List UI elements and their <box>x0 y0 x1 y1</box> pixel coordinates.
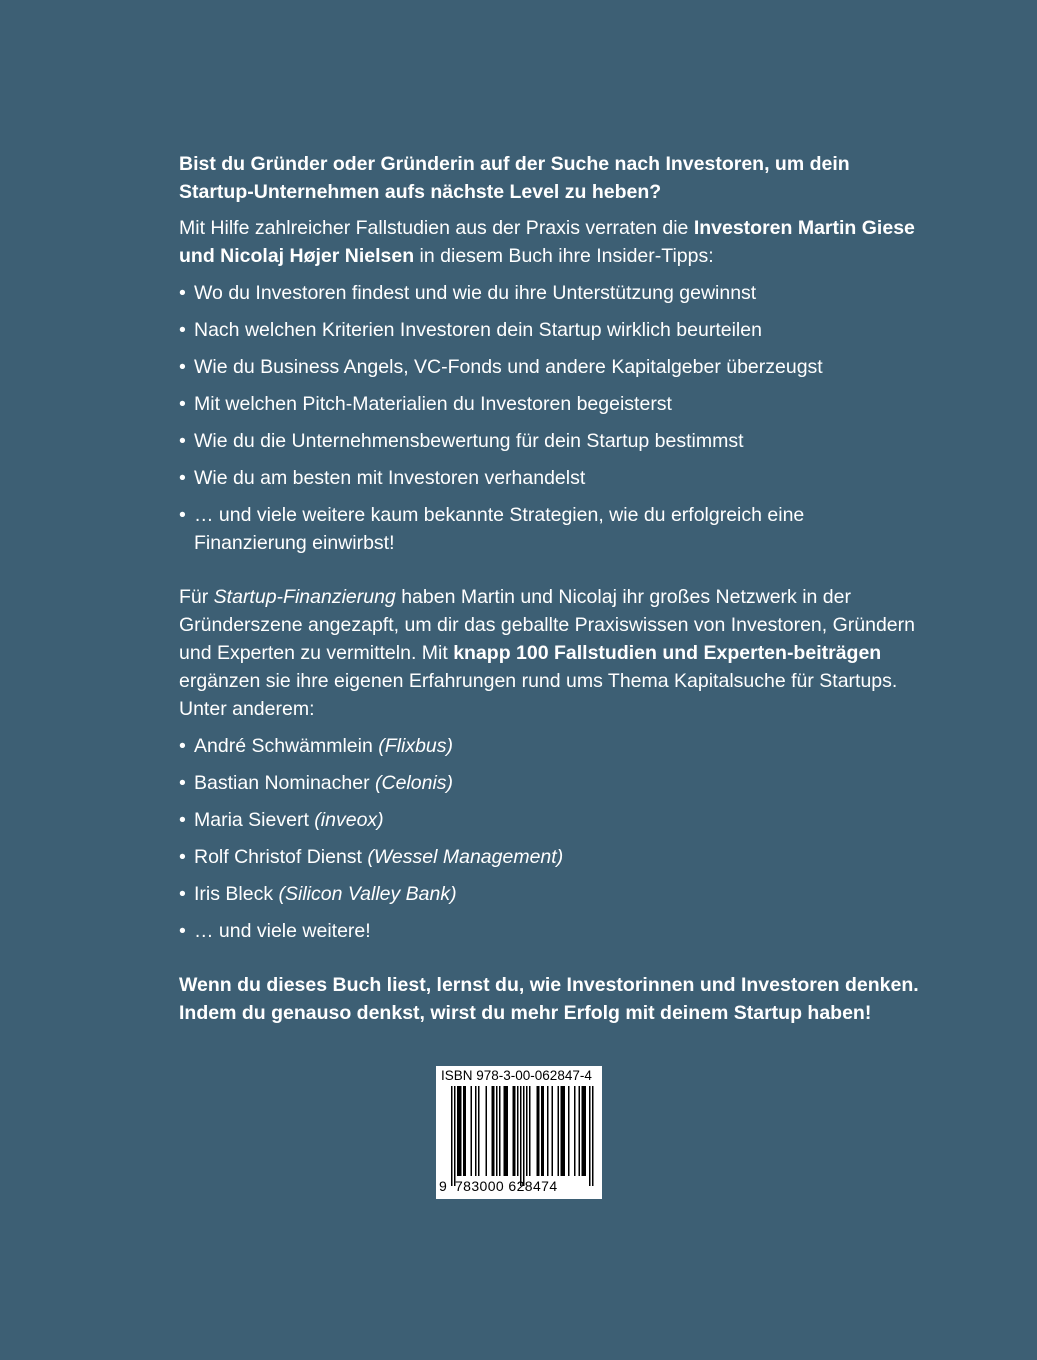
contributor-name: Rolf Christof Dienst <box>194 846 368 868</box>
tip-text: … und viele weitere kaum bekannte Strategien, wie du erfolgreich eine Finanzierung einwirbst! <box>194 504 805 554</box>
network-paragraph <box>179 583 919 723</box>
contributor-name: Maria Sievert <box>194 809 315 831</box>
barcode-bar <box>496 1086 498 1176</box>
list-item <box>179 464 919 492</box>
contributor-company: (Flixbus) <box>378 735 454 757</box>
bullet-icon: • <box>179 319 186 341</box>
bullet-icon: • <box>179 772 186 794</box>
barcode-bar <box>471 1086 473 1176</box>
tip-text: Wie du Business Angels, VC-Fonds und andere Kapitalgeber überzeugst <box>194 356 823 378</box>
barcode-bar <box>538 1086 540 1176</box>
barcode-bar <box>499 1086 501 1176</box>
barcode-bar <box>459 1086 461 1176</box>
barcode-bar <box>552 1086 554 1176</box>
tip-text: Wie du am besten mit Investoren verhandelst <box>194 467 586 489</box>
barcode-bar <box>475 1086 477 1176</box>
list-item <box>179 390 919 418</box>
intro-authors: Investoren Martin Giese und Nicolaj Højer Nielsen <box>179 217 915 267</box>
barcode-bar <box>520 1086 522 1186</box>
barcode-bar <box>561 1086 563 1176</box>
intro-text-after: in diesem Buch ihre Insider-Tipps: <box>414 245 714 267</box>
contributor-company: (inveox) <box>314 809 384 831</box>
list-item <box>179 316 919 344</box>
contributor-company: (Wessel Management) <box>367 846 564 868</box>
barcode-bar <box>504 1086 506 1176</box>
list-item <box>179 501 919 557</box>
intro-text-before: Mit Hilfe zahlreicher Fallstudien aus der Praxis verraten die <box>179 217 694 239</box>
list-item <box>179 732 919 760</box>
barcode-bar <box>478 1086 480 1176</box>
tip-text: Nach welchen Kriterien Investoren dein Startup wirklich beurteilen <box>194 319 762 341</box>
intro-paragraph <box>179 214 919 270</box>
barcode-bar <box>585 1086 587 1176</box>
contributor-name: André Schwämmlein <box>194 735 379 757</box>
bullet-icon: • <box>179 809 186 831</box>
tips-list <box>179 279 919 557</box>
bullet-icon: • <box>179 356 186 378</box>
barcode-bar <box>523 1086 525 1186</box>
barcode-bar <box>526 1086 528 1176</box>
closing-statement: Wenn du dieses Buch liest, lernst du, wie Investorinnen und Investoren denken. Indem du genauso denkst, wirst du mehr Erfolg mit deinem Startup haben! <box>179 974 919 1024</box>
bullet-icon: • <box>179 846 186 868</box>
contributor-company: (Celonis) <box>375 772 454 794</box>
barcode-bar <box>582 1086 584 1176</box>
contributors-list <box>179 732 919 945</box>
bullet-icon: • <box>179 883 186 905</box>
contributor-name: Bastian Nominacher <box>194 772 376 794</box>
bullet-icon: • <box>179 920 186 942</box>
list-item <box>179 353 919 381</box>
barcode-bar <box>454 1086 456 1186</box>
barcode-bar <box>564 1086 566 1176</box>
barcode-bar <box>451 1086 453 1186</box>
barcode-bar <box>513 1086 515 1176</box>
barcode-digits: 783000 628474 <box>455 1178 558 1194</box>
barcode-bar <box>583 1086 585 1176</box>
barcode-bar <box>547 1086 549 1176</box>
bullet-icon: • <box>179 735 186 757</box>
barcode-bar <box>517 1086 519 1176</box>
barcode-bar <box>589 1086 591 1186</box>
network-text-1: Für <box>179 586 214 608</box>
list-item <box>179 917 919 945</box>
list-item <box>179 806 919 834</box>
barcode-bar <box>568 1086 570 1176</box>
barcode-bar <box>558 1086 560 1176</box>
bullet-icon: • <box>179 467 186 489</box>
contributor-name: … und viele weitere! <box>194 920 371 942</box>
barcode-bar <box>529 1086 531 1176</box>
list-item <box>179 427 919 455</box>
network-text-2: haben Martin und Nicolaj ihr großes Netzwerk in der Gründerszene angezapft, um dir das geballte Praxiswissen von Investoren, Gründern und Experten zu vermitteln. Mit <box>179 586 915 664</box>
barcode-bar <box>562 1086 564 1176</box>
book-title: Startup-Finanzierung <box>213 586 396 608</box>
network-text-3: ergänzen sie ihre eigenen Erfahrungen rund ums Thema Kapitalsuche für Startups. Unter anderem: <box>179 670 898 720</box>
barcode-bar <box>541 1086 543 1176</box>
network-highlight: knapp 100 Fallstudien und Experten-beiträgen <box>453 642 882 664</box>
bullet-icon: • <box>179 430 186 452</box>
list-item <box>179 769 919 797</box>
back-cover-text <box>179 150 919 1027</box>
barcode-bar <box>543 1086 545 1176</box>
list-item <box>179 279 919 307</box>
contributor-name: Iris Bleck <box>194 883 279 905</box>
barcode-bar <box>579 1086 581 1176</box>
barcode-digit-prefix: 9 <box>439 1178 447 1194</box>
barcode-bar <box>493 1086 495 1176</box>
bullet-icon: • <box>179 393 186 415</box>
barcode-bar <box>465 1086 467 1176</box>
barcode-bar <box>486 1086 488 1176</box>
isbn-barcode <box>436 1066 602 1199</box>
barcode-bar <box>505 1086 507 1176</box>
barcode-bar <box>460 1086 462 1176</box>
bullet-icon: • <box>179 504 186 526</box>
barcode-bar <box>463 1086 465 1176</box>
barcode-bar <box>492 1086 494 1176</box>
list-item <box>179 880 919 908</box>
barcode-bar <box>592 1086 594 1186</box>
intro-question: Bist du Gründer oder Gründerin auf der Suche nach Investoren, um dein Startup-Unternehmen aufs nächste Level zu heben? <box>179 153 850 203</box>
barcode-bar <box>574 1086 576 1176</box>
isbn-label: ISBN 978-3-00-062847-4 <box>441 1068 592 1083</box>
contributor-company: (Silicon Valley Bank) <box>278 883 457 905</box>
barcode-bar <box>507 1086 509 1176</box>
barcode-bar <box>457 1086 459 1176</box>
tip-text: Wo du Investoren findest und wie du ihre Unterstützung gewinnst <box>194 282 757 304</box>
barcode-bar <box>537 1086 539 1176</box>
barcode-bar <box>514 1086 516 1176</box>
list-item <box>179 843 919 871</box>
bullet-icon: • <box>179 282 186 304</box>
tip-text: Mit welchen Pitch-Materialien du Investoren begeisterst <box>194 393 672 415</box>
tip-text: Wie du die Unternehmensbewertung für dein Startup bestimmst <box>194 430 744 452</box>
